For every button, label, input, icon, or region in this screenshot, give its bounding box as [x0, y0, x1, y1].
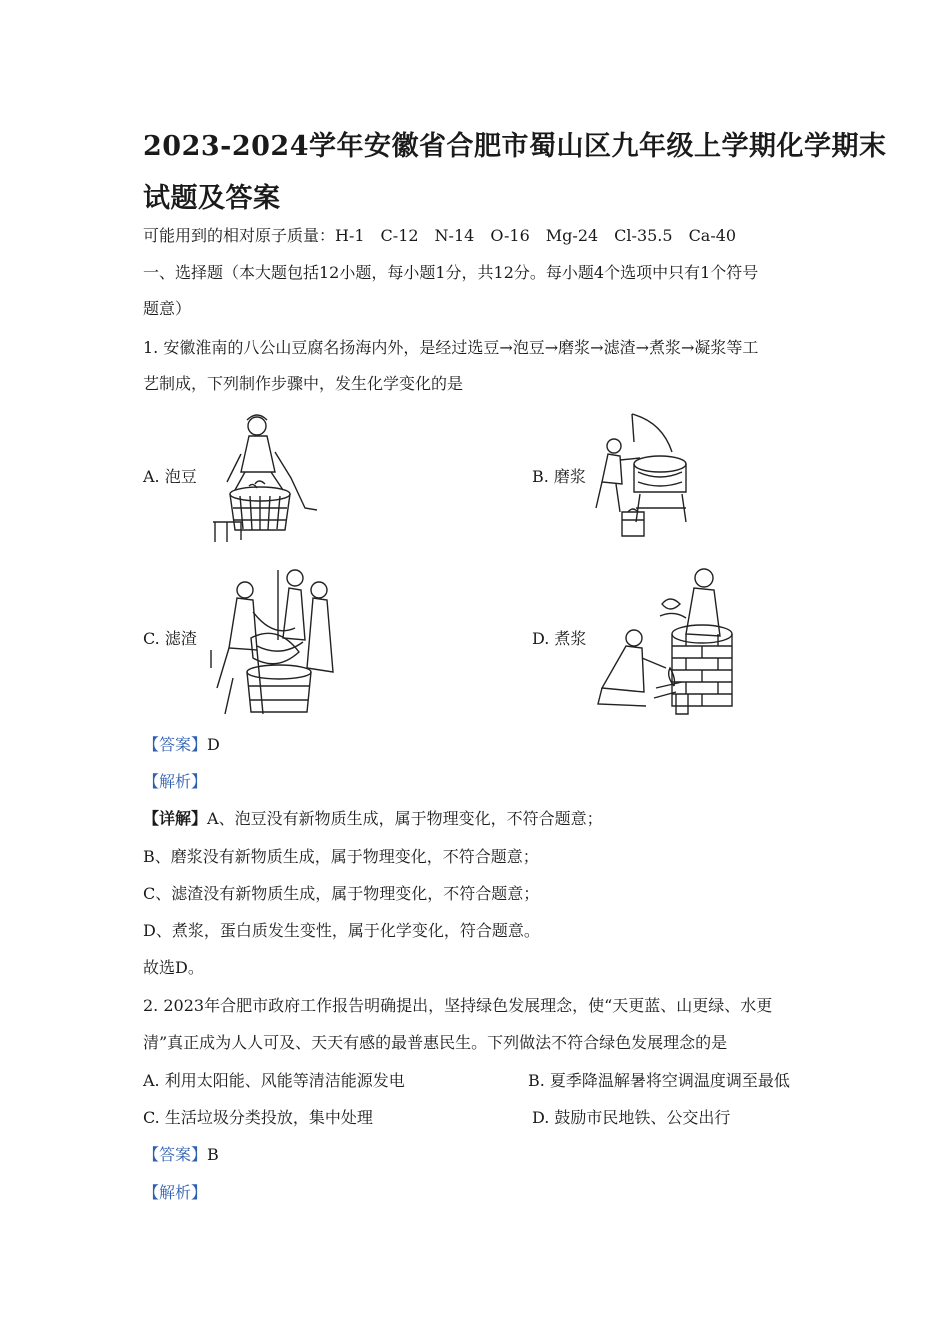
- q1-detail-a: [143, 809, 603, 829]
- q1-answer-value: D: [207, 735, 220, 754]
- q2-stem-cont: 清”真正成为人人可及、天天有感的最普惠民生。下列做法不符合绿色发展理念的是: [143, 1033, 728, 1052]
- q2-option-a: A. 利用太阳能、风能等清洁能源发电: [143, 1071, 405, 1090]
- q1-detail-tag: 【详解】: [143, 809, 208, 828]
- q2-answer: [143, 1145, 219, 1165]
- q1-stem-cont: 艺制成，下列制作步骤中，发生化学变化的是: [143, 374, 464, 393]
- q1-answer: [143, 735, 220, 755]
- q2-option-c: C. 生活垃圾分类投放，集中处理: [143, 1108, 373, 1127]
- q1-answer-tag: 【答案】: [143, 735, 208, 754]
- q1-option-d-label: D. 煮浆: [532, 629, 587, 648]
- document-title-line1: 2023-2024学年安徽省合肥市蜀山区九年级上学期化学期末: [143, 131, 887, 162]
- atomic-mass-line: 可能用到的相对原子质量：H-1 C-12 N-14 O-16 Mg-24 Cl-35.5 Ca-40: [143, 226, 737, 245]
- q1-detail-c: C、滤渣没有新物质生成，属于物理变化，不符合题意；: [143, 884, 540, 903]
- q2-stem: 2. 2023年合肥市政府工作报告明确提出，坚持绿色发展理念，使“天更蓝、山更绿、水更: [143, 996, 773, 1015]
- q1-detail-d: D、煮浆，蛋白质发生变性，属于化学变化，符合题意。: [143, 921, 540, 940]
- q1-image-d-boiling: [596, 564, 758, 718]
- q1-image-a-soaking: [205, 412, 320, 544]
- section1-heading: 一、选择题（本大题包括12小题，每小题1分，共12分。每小题4个选项中只有1个符号: [143, 263, 759, 282]
- section1-heading-cont: 题意）: [143, 299, 192, 318]
- q1-conclusion: 故选D。: [143, 958, 204, 977]
- q2-answer-tag: 【答案】: [143, 1145, 208, 1164]
- q2-option-b: B. 夏季降温解暑将空调温度调至最低: [528, 1071, 790, 1090]
- q1-image-b-grinding: [592, 412, 692, 540]
- document-title-line2: 试题及答案: [143, 183, 281, 214]
- q1-detail-a-text: A、泡豆没有新物质生成，属于物理变化，不符合题意；: [207, 809, 603, 828]
- q2-analysis-tag: 【解析】: [143, 1183, 208, 1202]
- q1-option-a-label: A. 泡豆: [143, 467, 197, 486]
- q1-detail-b: B、磨浆没有新物质生成，属于物理变化，不符合题意；: [143, 847, 539, 866]
- q1-option-b-label: B. 磨浆: [532, 467, 586, 486]
- q1-option-c-label: C. 滤渣: [143, 629, 197, 648]
- q2-option-d: D. 鼓励市民地铁、公交出行: [532, 1108, 731, 1127]
- q1-analysis-tag: 【解析】: [143, 772, 208, 791]
- q1-image-c-filtering: [203, 568, 353, 718]
- q1-stem: 1. 安徽淮南的八公山豆腐名扬海内外，是经过选豆→泡豆→磨浆→滤渣→煮浆→凝浆等工: [143, 338, 759, 357]
- q2-answer-value: B: [207, 1145, 219, 1164]
